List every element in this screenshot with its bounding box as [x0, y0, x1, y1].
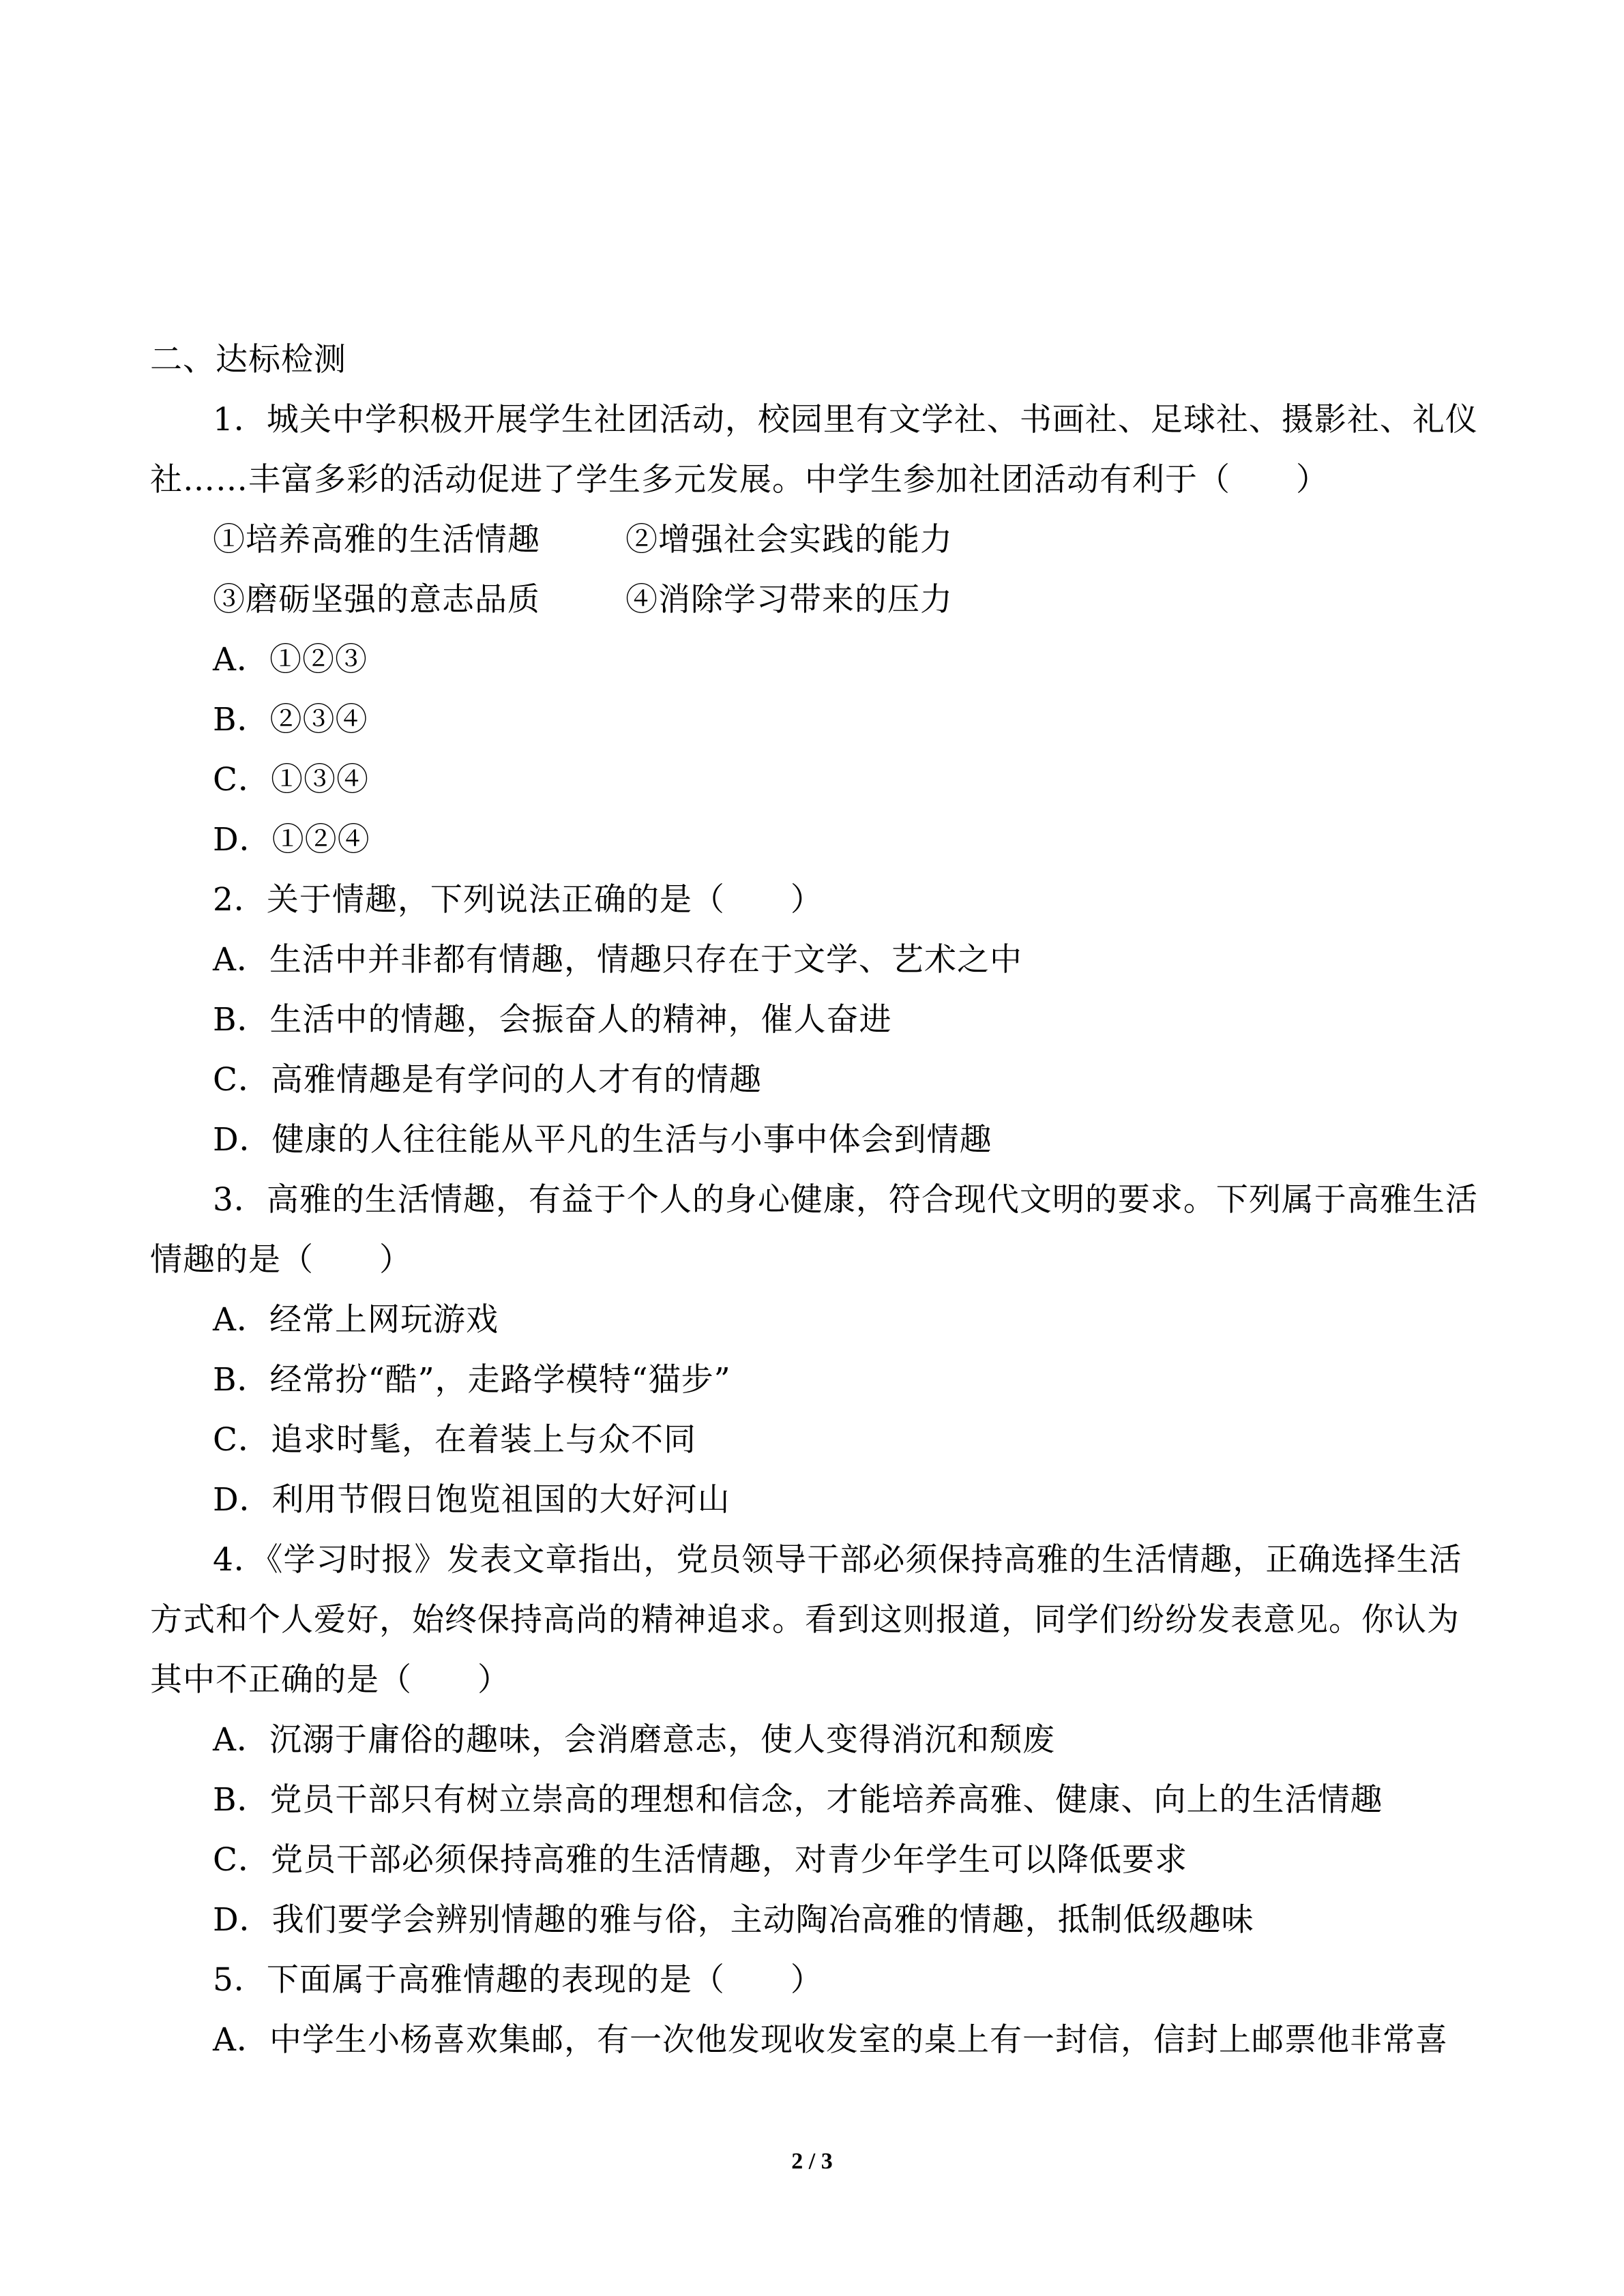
question-3-option-a: A．经常上网玩游戏	[213, 1301, 499, 1339]
question-2-option-d: D．健康的人往往能从平凡的生活与小事中体会到情趣	[213, 1121, 992, 1159]
question-1-stem-line-2: 社……丰富多彩的活动促进了学生多元发展。中学生参加社团活动有利于（ ）	[150, 461, 1329, 498]
question-1-statement-1: ①培养高雅的生活情趣	[213, 521, 540, 558]
question-2-option-b: B．生活中的情趣，会振奋人的精神，催人奋进	[213, 1001, 892, 1039]
question-1-stem-line-1: 1．城关中学积极开展学生社团活动，校园里有文学社、书画社、足球社、摄影社、礼仪	[213, 401, 1478, 438]
question-4-stem-line-2: 方式和个人爱好，始终保持高尚的精神追求。看到这则报道，同学们纷纷发表意见。你认为	[150, 1601, 1460, 1639]
question-3-stem-line-1: 3．高雅的生活情趣，有益于个人的身心健康，符合现代文明的要求。下列属于高雅生活	[213, 1181, 1478, 1219]
question-1-statement-2: ②增强社会实践的能力	[625, 521, 953, 558]
question-5-stem: 5．下面属于高雅情趣的表现的是（ ）	[213, 1961, 823, 1999]
question-3-stem-line-2: 情趣的是（ ）	[150, 1241, 412, 1279]
question-2-option-a: A．生活中并非都有情趣，情趣只存在于文学、艺术之中	[213, 941, 1022, 979]
question-1-statement-4: ④消除学习带来的压力	[625, 581, 953, 618]
question-1-option-b: B．②③④	[213, 701, 368, 739]
question-1-option-a: A．①②③	[213, 641, 368, 679]
page-number: 2 / 3	[791, 2149, 833, 2174]
question-2-stem: 2．关于情趣，下列说法正确的是（ ）	[213, 881, 823, 919]
question-4-stem-line-3: 其中不正确的是（ ）	[150, 1661, 510, 1699]
question-1-option-c: C．①③④	[213, 761, 369, 799]
question-1-statement-3: ③磨砺坚强的意志品质	[213, 581, 540, 618]
question-1-option-d: D．①②④	[213, 821, 370, 859]
question-3-option-b: B．经常扮“酷”，走路学模特“猫步”	[213, 1361, 731, 1399]
question-5-option-a: A．中学生小杨喜欢集邮，有一次他发现收发室的桌上有一封信，信封上邮票他非常喜	[213, 2021, 1448, 2059]
question-3-option-d: D．利用节假日饱览祖国的大好河山	[213, 1481, 730, 1519]
question-4-stem-line-1: 4．《学习时报》发表文章指出，党员领导干部必须保持高雅的生活情趣，正确选择生活	[213, 1541, 1462, 1579]
question-4-option-a: A．沉溺于庸俗的趣味，会消磨意志，使人变得消沉和颓废	[213, 1721, 1055, 1759]
question-2-option-c: C．高雅情趣是有学问的人才有的情趣	[213, 1061, 762, 1099]
section-title: 二、达标检测	[150, 341, 346, 378]
question-3-option-c: C．追求时髦，在着装上与众不同	[213, 1421, 696, 1459]
question-4-option-c: C．党员干部必须保持高雅的生活情趣，对青少年学生可以降低要求	[213, 1841, 1187, 1879]
question-4-option-b: B．党员干部只有树立崇高的理想和信念，才能培养高雅、健康、向上的生活情趣	[213, 1781, 1383, 1819]
question-4-option-d: D．我们要学会辨别情趣的雅与俗，主动陶冶高雅的情趣，抵制低级趣味	[213, 1901, 1254, 1939]
